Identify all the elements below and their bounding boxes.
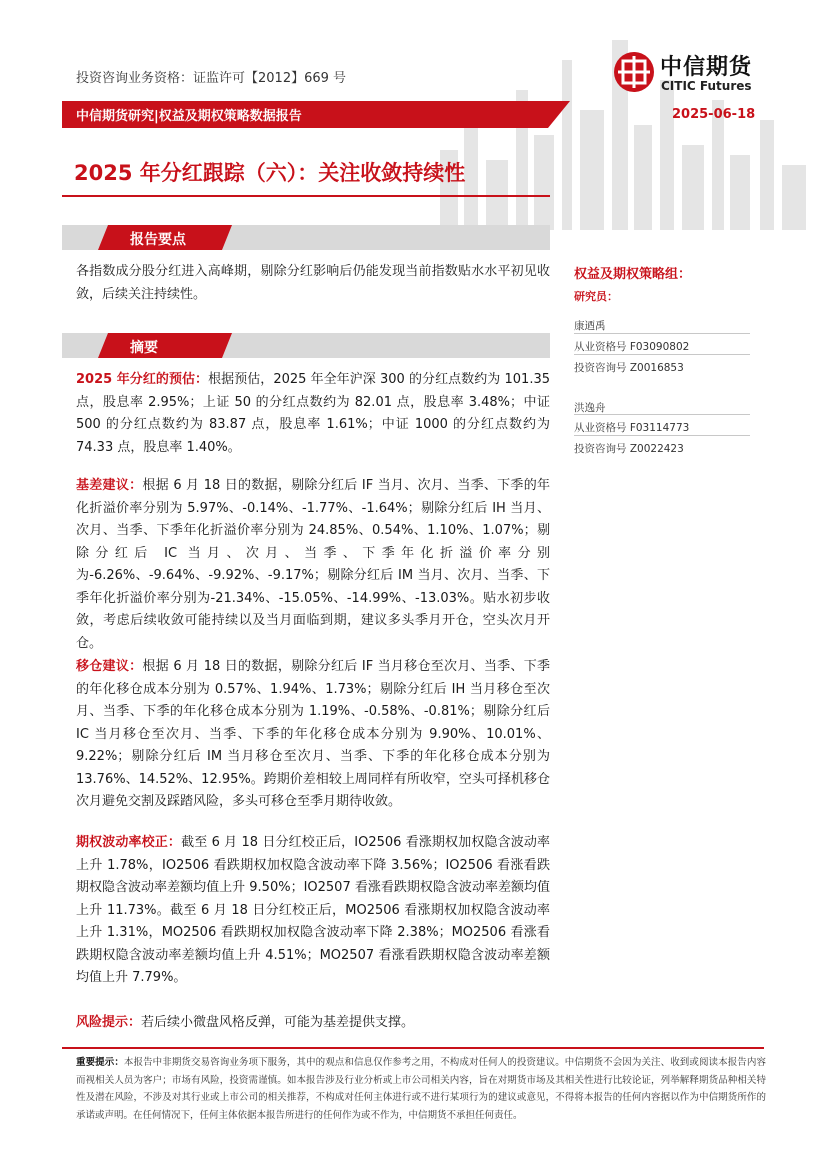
- paragraph-lead: 基差建议：: [76, 478, 143, 493]
- header-banner-tail: [548, 101, 570, 128]
- disclaimer-text: 本报告中非期货交易咨询业务项下服务，其中的观点和信息仅作参考之用，不构成对任何人的投资建议。中信期货不会因为关注、收到或阅读本报告内容而视相关人员为客户；市场有风险，投资需谨慎。如本报告涉及行业分析或上市公司相关内容，旨在对期货市场及其相关性进行比较论证，列举解释期货品种相关特性及潜在风险，不涉及对其行业或上市公司的相关推荐，不构成对任何主体进行或不进行某项行为的建议或意见，不得将本报告的任何内容据以作为中信期货所作的承诺或声明。在任何情况下，任何主体依据本报告所进行的任何作为或不作为，中信期货不承担任何责任。: [76, 1057, 766, 1121]
- analyst-consult: 投资咨询号 Z0016853: [574, 362, 684, 374]
- paragraph-body: 根据 6 月 18 日的数据，剔除分红后 IF 当月移仓至次月、当季、下季的年化移仓成本分别为 0.57%、1.94%、1.73%；剔除分红后 IH 当月移仓至次月、当季、下季的年化移仓成本分别为 1.19%、-0.58%、-0.81%；剔除分红后 IC 当月移仓至次月、当季、下季的年化移仓成本分别为 9.90%、10.01%、9.22%；剔除分红后 IM 当月移仓至次月、当季、下季的年化移仓成本分别为 13.76%、14.52%、12.95%。跨期价差相较上周同样有所收窄，空头可择机移仓次月避免交割及踩踏风险，多头可移仓至季月期待收敛。: [76, 659, 550, 809]
- paragraph-lead: 移仓建议：: [76, 659, 143, 674]
- logo-name-en: CITIC Futures: [661, 79, 752, 93]
- paragraph-body: 截至 6 月 18 日分红校正后，IO2506 看涨期权加权隐含波动率上升 1.78%，IO2506 看跌期权加权隐含波动率下降 3.56%；IO2506 看涨看跌期权隐含波动率差额均值上升 9.50%；IO2507 看涨看跌期权隐含波动率差额均值上升 11.73%。截至 6 月 18 日分红校正后，MO2506 看涨期权加权隐含波动率上升 1.31%，MO2506 看跌期权加权隐含波动率下降 2.38%；MO2506 看涨看跌期权隐含波动率差额均值上升 4.51%；MO2507 看涨看跌期权隐含波动率差额均值上升 7.79%。: [76, 835, 550, 985]
- analyst-divider: [574, 333, 750, 334]
- analyst-license: 从业资格号 F03114773: [574, 422, 690, 434]
- banner-text: 中信期货研究|权益及期权策略数据报告: [76, 109, 302, 124]
- summary-volatility: [76, 832, 550, 990]
- analyst-divider: [574, 435, 750, 436]
- section-header-key-points: [62, 225, 550, 250]
- analyst-name: 洪逸舟: [574, 402, 606, 414]
- team-name: 权益及期权策略组：: [574, 267, 692, 282]
- paragraph-lead: 2025 年分红的预估：: [76, 372, 209, 387]
- paragraph-body: 若后续小微盘风格反弹，可能为基差提供支撑。: [141, 1015, 415, 1030]
- disclaimer-divider: [62, 1047, 764, 1049]
- paragraph-body: 根据预估，2025 年全年沪深 300 的分红点数约为 101.35 点，股息率 2.95%；上证 50 的分红点数约为 82.01 点，股息率 3.48%；中证 500 的分红点数约为 83.87 点，股息率 1.61%；中证 1000 的分红点数约为 74.33 点，股息率 1.40%。: [76, 372, 550, 455]
- title-divider: [62, 195, 550, 197]
- analyst-divider: [574, 414, 750, 415]
- section-label: 摘要: [130, 340, 158, 356]
- summary-forecast: [76, 369, 550, 459]
- report-date: 2025-06-18: [672, 107, 756, 122]
- section-header-summary: [62, 333, 550, 358]
- summary-basis: [76, 475, 550, 655]
- disclaimer-lead: 重要提示：: [76, 1057, 124, 1068]
- paragraph-lead: 期权波动率校正：: [76, 835, 182, 850]
- qualification-text: 投资咨询业务资格：证监许可【2012】669 号: [76, 71, 347, 86]
- section-label: 报告要点: [130, 232, 186, 248]
- citic-logo-icon: [612, 50, 656, 94]
- report-title: 2025 年分红跟踪（六）：关注收敛持续性: [74, 161, 466, 185]
- key-points-text: 各指数成分股分红进入高峰期，剔除分红影响后仍能发现当前指数贴水水平初见收敛，后续关注持续性。: [76, 264, 550, 302]
- disclaimer: [76, 1054, 766, 1124]
- researcher-label: 研究员：: [574, 290, 618, 303]
- paragraph-lead: 风险提示：: [76, 1015, 142, 1030]
- analyst-divider: [574, 354, 750, 355]
- logo-name-cn: 中信期货: [660, 55, 753, 80]
- paragraph-body: 根据 6 月 18 日的数据，剔除分红后 IF 当月、次月、当季、下季的年化折溢价率分别为 5.97%、-0.14%、-1.77%、-1.64%；剔除分红后 IH 当月、次月、当季、下季年化折溢价率分别为 24.85%、0.54%、1.10%、1.07%；剔除分红后 IC 当月、次月、当季、下季年化折溢价率分别为-6.26%、-9.64%、-9.92%、-9.17%；剔除分红后 IM 当月、次月、当季、下季年化折溢价率分别为-21.34%、-15.05%、-14.99%、-13.03%。贴水初步收敛，考虑后续收敛可能持续以及当月面临到期，建议多头季月开仓，空头次月开仓。: [76, 478, 550, 651]
- summary-risk: [76, 1012, 550, 1035]
- analyst-name: 康迺禹: [574, 320, 606, 332]
- summary-roll: [76, 656, 550, 814]
- analyst-consult: 投资咨询号 Z0022423: [574, 443, 684, 455]
- analyst-license: 从业资格号 F03090802: [574, 341, 690, 353]
